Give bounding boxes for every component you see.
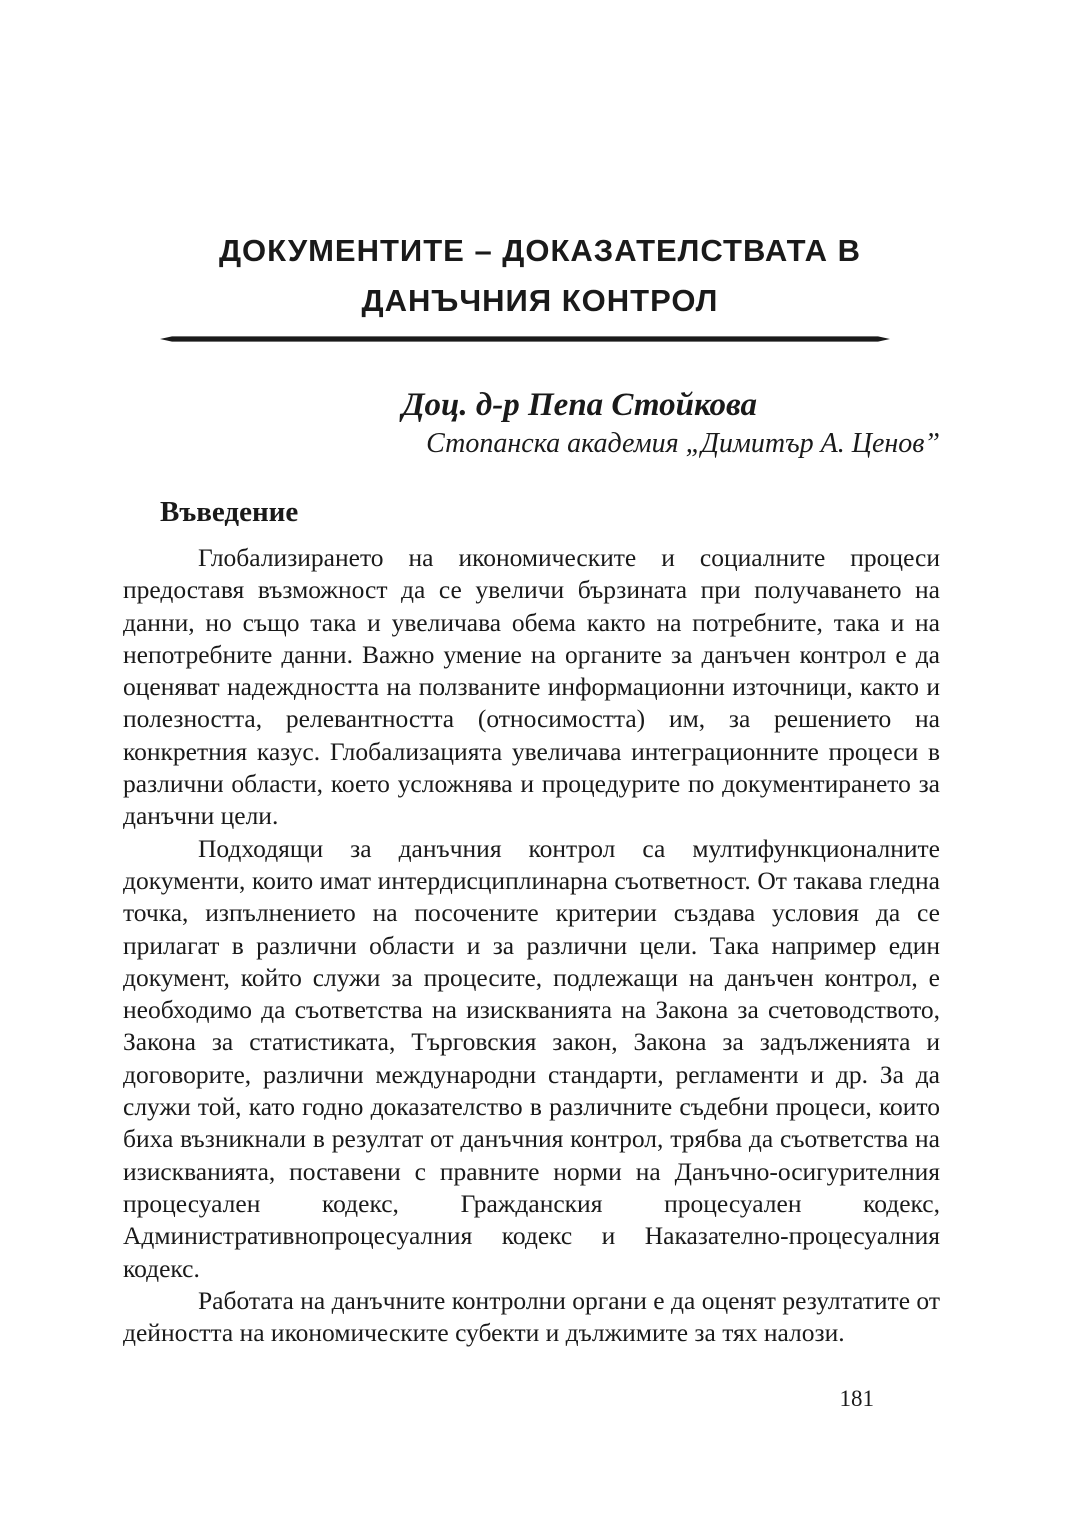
- section-heading: Въведение: [160, 496, 299, 528]
- page-number: 181: [839, 1386, 874, 1411]
- article-title-line-2: ДАНЪЧНИЯ КОНТРОЛ: [361, 283, 719, 318]
- article-title-line-1: ДОКУМЕНТИТЕ – ДОКАЗАТЕЛСТВАТА В: [218, 233, 862, 268]
- paragraph-2: Подходящи за данъчния контрол са мултифункционалните документи, които имат интердисциплинарна съответност. От такава гледна точка, изпълнението на посочените критерии създава условия да се прилагат в различни области и за различни цели. Така например един документ, който служи за процесите, подлежащи на данъчен контрол, е необходимо да съответства на изискванията на Закона за счетоводството, Закона за статистиката, Търговския закон, Закона за задълженията и договорите, различни международни стандарти, регламенти и др. За да служи той, като годно доказателство в различните съдебни процеси, които биха възникнали в резултат от данъчния контрол, трябва да съответства на изискванията, поставени с правните норми на Данъчно-осигурителния процесуален кодекс, Гражданския процесуален кодекс, Административнопроцесуалния кодекс и Наказателно-процесуалния кодекс.: [123, 833, 940, 1283]
- paragraph-1: Глобализирането на икономическите и социалните процеси предоставя възможност да се увеличи бързината при получаването на данни, но също така и увеличава обема както на потребните, така и на непотребните данни. Важно умение на органите за данъчен контрол е да оценяват надеждността на ползваните информационни източници, както и полезността, релевантността (относимостта) им, за решението на конкретния казус. Глобализацията увеличава интеграционните процеси в различни области, което усложнява и процедурите по документирането за данъчни цели.: [123, 543, 940, 831]
- title-divider: [160, 336, 890, 342]
- paragraph-3: Работата на данъчните контролни органи е да оценят резултатите от дейността на икономическите субекти и дължимите за тях налози.: [123, 1285, 940, 1348]
- author-name: Доц. д-р Пепа Стойкова: [402, 387, 757, 423]
- article-title: [120, 226, 960, 326]
- body-text: [123, 542, 940, 1349]
- author-affiliation: Стопанска академия „Димитър А. Ценов”: [426, 428, 940, 459]
